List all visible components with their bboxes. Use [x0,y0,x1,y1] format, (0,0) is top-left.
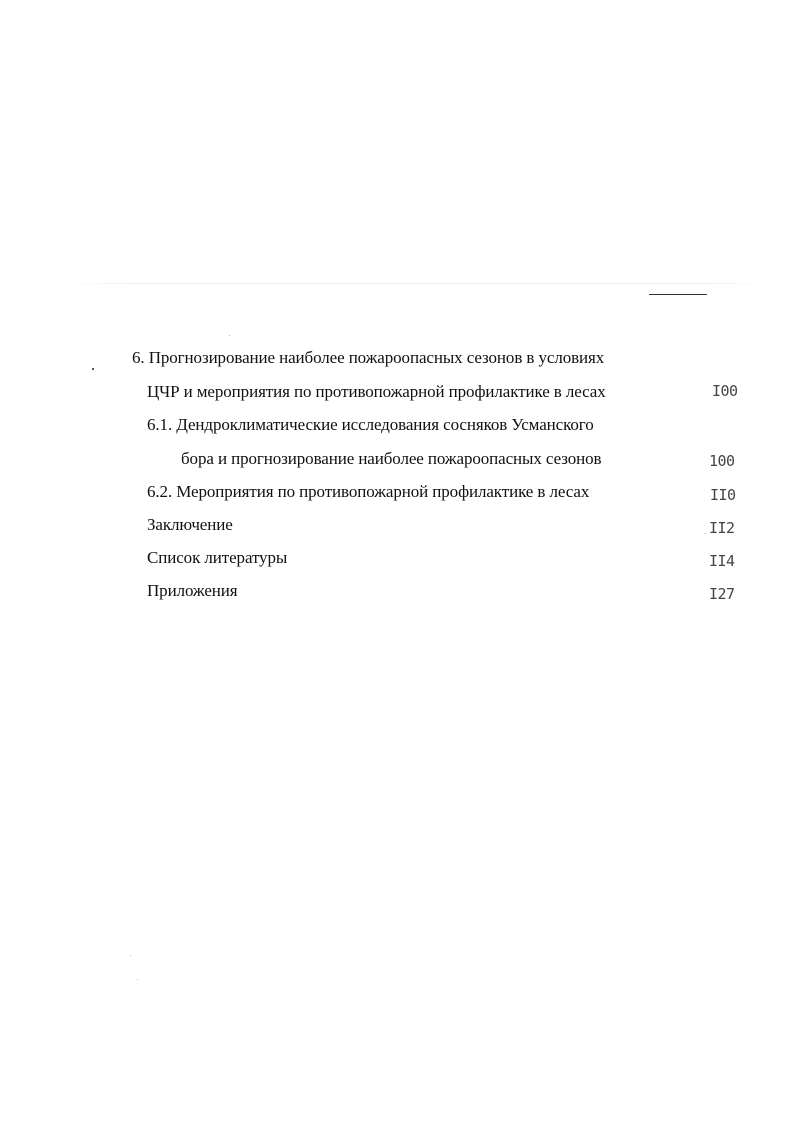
scan-shadow-line [60,283,775,284]
top-rule-line [649,294,707,295]
toc-entry-conclusion-page: II2 [709,519,735,537]
scan-speck [92,368,94,370]
toc-entry-6-2: 6.2. Мероприятия по противопожарной профилактике в лесах [147,482,590,501]
toc-entry-6-2-page: II0 [710,486,736,504]
toc-entry-references-page: II4 [709,552,735,570]
toc-entry-appendices: Приложения [147,581,238,600]
toc-entry-conclusion: Заключение [147,515,233,534]
toc-entry-appendices-page: I27 [709,585,735,603]
toc-entry-6-1-line-1: 6.1. Дендроклиматические исследования сосняков Усманского [147,415,594,434]
toc-entry-6-line-2: ЦЧР и мероприятия по противопожарной профилактике в лесах [147,382,606,401]
scan-speck [229,335,230,336]
toc-entry-6-page: I00 [712,382,738,400]
scan-speck [130,955,131,956]
toc-entry-6-1-line-2: бора и прогнозирование наиболее пожароопасных сезонов [181,449,602,468]
scan-speck [137,979,138,980]
toc-entry-references: Список литературы [147,548,288,567]
scan-speck [705,533,706,534]
toc-entry-6-1-page: 100 [709,452,735,470]
toc-entry-6-line-1: 6. Прогнозирование наиболее пожароопасных сезонов в условиях [132,348,605,367]
